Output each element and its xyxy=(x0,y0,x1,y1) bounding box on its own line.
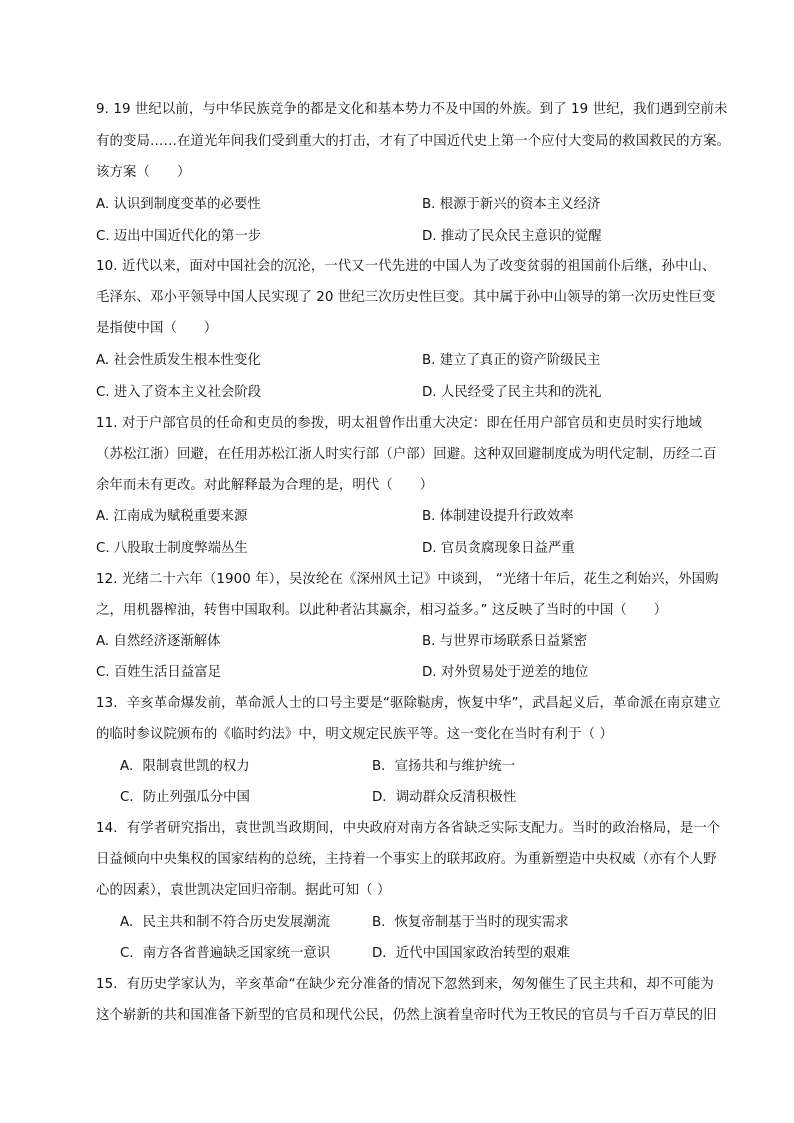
question-text-line: 这个崭新的共和国准备下新型的官员和现代公民，仍然上演着皇帝时代为王牧民的官员与千百万草民的旧 xyxy=(96,1008,717,1023)
question-text-line: 该方案（ ） xyxy=(96,165,191,180)
option-b: B．恢复帝制基于当时的现实需求 xyxy=(372,915,569,930)
option-d: D. 对外贸易处于逆差的地位 xyxy=(422,665,589,680)
question-text-line: 13．辛亥革命爆发前，革命派人士的口号主要是“驱除鞑虏，恢复中华”，武昌起义后，革命派在南京建立 xyxy=(96,696,721,711)
option-d: D. 官员贪腐现象日益严重 xyxy=(422,541,575,556)
option-d: D. 推动了民众民主意识的觉醒 xyxy=(422,229,602,244)
option-c: C．南方各省普遍缺乏国家统一意识 xyxy=(120,946,331,961)
option-c: C. 迈出中国近代化的第一步 xyxy=(96,229,262,244)
question-text-line: 15．有历史学家认为，辛亥革命“在缺少充分准备的情况下忽然到来，匆匆催生了民主共和，却不可能为 xyxy=(96,977,714,992)
option-a: A．限制袁世凯的权力 xyxy=(120,759,250,774)
question-text-line: 余年而未有更改。对此解释最为合理的是，明代（ ） xyxy=(96,478,434,493)
question-text-line: 有的变局……在道光年间我们受到重大的打击，才有了中国近代史上第一个应付大变局的救国救民的方案。 xyxy=(96,134,731,149)
question-text-line: 10. 近代以来，面对中国社会的沉沦，一代又一代先进的中国人为了改变贫弱的祖国前仆后继，孙中山、 xyxy=(96,259,716,274)
question-text-line: 日益倾向中央集权的国家结构的总统，主持着一个事实上的联邦政府。为重新塑造中央权威（亦有个人野 xyxy=(96,852,717,867)
question-text-line: 是指使中国（ ） xyxy=(96,321,218,336)
option-b: B. 体制建设提升行政效率 xyxy=(422,509,574,524)
question-text-line: 11. 对于户部官员的任命和吏员的参拨，明太祖曾作出重大决定：即在任用户部官员和吏员时实行地域 xyxy=(96,416,703,431)
option-b: B．宣扬共和与维护统一 xyxy=(372,759,516,774)
question-text-line: 的临时参议院颁布的《临时约法》中，明文规定民族平等。这一变化在当时有利于（ ） xyxy=(96,727,613,742)
question-text-line: （苏松江浙）回避，在任用苏松江浙人时实行部（户部）回避。这种双回避制度成为明代定制，历经二百 xyxy=(96,447,717,462)
option-c: C. 进入了资本主义社会阶段 xyxy=(96,385,262,400)
option-d: D．近代中国国家政治转型的艰难 xyxy=(372,946,570,961)
question-text-line: 9. 19 世纪以前，与中华民族竞争的都是文化和基本势力不及中国的外族。到了 19 世纪，我们遇到空前未 xyxy=(96,102,728,117)
option-a: A．民主共和制不符合历史发展潮流 xyxy=(120,915,331,930)
question-text-line: 心的因素），袁世凯决定回归帝制。据此可知（ ） xyxy=(96,883,391,898)
option-a: A. 江南成为赋税重要来源 xyxy=(96,509,248,524)
option-c: C. 百姓生活日益富足 xyxy=(96,665,221,680)
option-b: B. 根源于新兴的资本主义经济 xyxy=(422,197,601,212)
option-b: B. 建立了真正的资产阶级民主 xyxy=(422,353,601,368)
option-a: A. 自然经济逐渐解体 xyxy=(96,634,221,649)
option-a: A. 社会性质发生根本性变化 xyxy=(96,353,261,368)
question-text-line: 12. 光绪二十六年（1900 年），吴汝纶在《深州风土记》中谈到， “光绪十年后，花生之利始兴，外国购 xyxy=(96,572,719,587)
question-text-line: 之，用机器榨油，转售中国取利。以此种者沾其赢余，相习益多。” 这反映了当时的中国（ ） xyxy=(96,603,668,618)
option-b: B. 与世界市场联系日益紧密 xyxy=(422,634,587,649)
option-d: D．调动群众反清积极性 xyxy=(372,790,517,805)
question-text-line: 毛泽东、邓小平领导中国人民实现了 20 世纪三次历史性巨变。其中属于孙中山领导的第一次历史性巨变 xyxy=(96,290,716,305)
option-c: C．防止列强瓜分中国 xyxy=(120,790,250,805)
option-d: D. 人民经受了民主共和的洗礼 xyxy=(422,385,602,400)
option-c: C. 八股取士制度弊端丛生 xyxy=(96,541,248,556)
option-a: A. 认识到制度变革的必要性 xyxy=(96,197,261,212)
question-text-line: 14．有学者研究指出，袁世凯当政期间，中央政府对南方各省缺乏实际支配力。当时的政治格局，是一个 xyxy=(96,821,721,836)
